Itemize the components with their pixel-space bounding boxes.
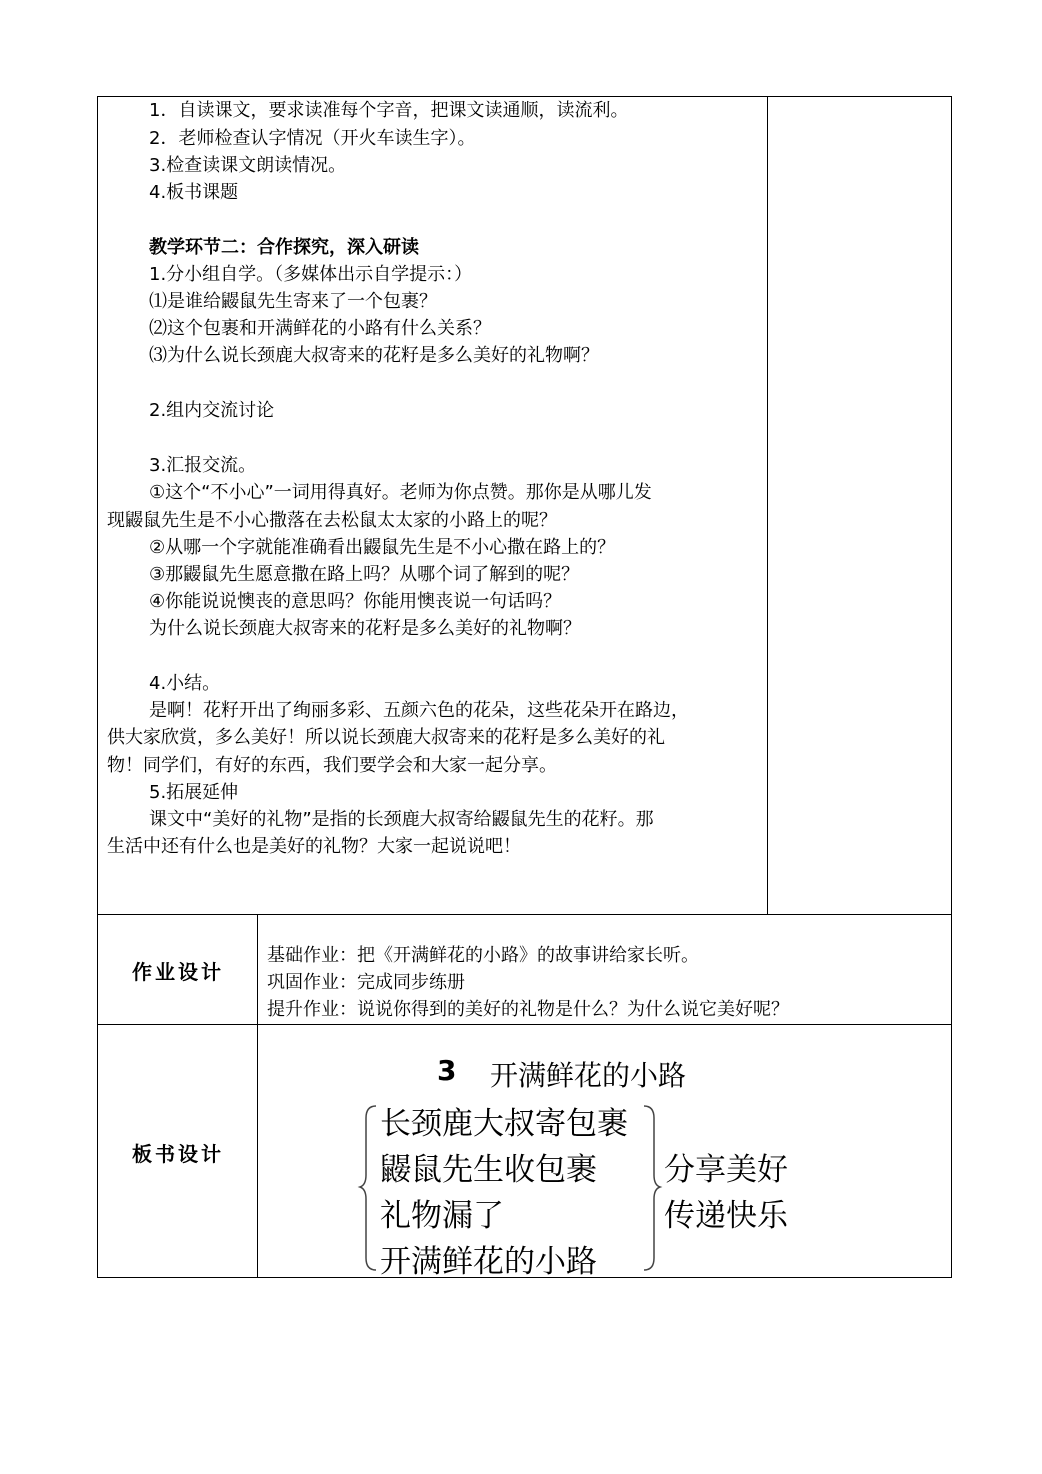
text-line: ⑴是谁给鼹鼠先生寄来了一个包裹？ <box>149 291 437 312</box>
board-left-item: 开满鲜花的小路 <box>380 1244 597 1280</box>
section-heading: 教学环节二：合作探究，深入研读 <box>149 237 419 258</box>
text-line: 供大家欣赏，多么美好！所以说长颈鹿大叔寄来的花籽是多么美好的礼 <box>107 727 665 748</box>
text-line: 生活中还有什么也是美好的礼物？大家一起说说吧！ <box>107 836 521 857</box>
text-line: 2.组内交流讨论 <box>149 400 275 421</box>
homework-line: 提升作业：说说你得到的美好的礼物是什么？为什么说它美好呢？ <box>267 999 789 1020</box>
text-line: 1.分小组自学。（多媒体出示自学提示：） <box>149 264 473 285</box>
text-line: ①这个“不小心”一词用得真好。老师为你点赞。那你是从哪儿发 <box>149 482 652 503</box>
text-line: ⑵这个包裹和开满鲜花的小路有什么关系？ <box>149 318 491 339</box>
text-line: ⑶为什么说长颈鹿大叔寄来的花籽是多么美好的礼物啊？ <box>149 345 599 366</box>
homework-line: 巩固作业：完成同步练册 <box>267 972 465 993</box>
board-right-item: 传递快乐 <box>664 1198 788 1234</box>
text-line: 2．老师检查认字情况（开火车读生字）。 <box>149 128 476 149</box>
board-left-item: 长颈鹿大叔寄包裹 <box>380 1106 628 1142</box>
board-left-item: 礼物漏了 <box>380 1198 504 1234</box>
text-line: ③那鼹鼠先生愿意撒在路上吗？从哪个词了解到的呢？ <box>149 564 580 585</box>
left-brace-icon <box>360 1106 376 1270</box>
board-label: 板书设计 <box>132 1142 224 1166</box>
text-line: 4.小结。 <box>149 673 221 694</box>
text-line: ④你能说说懊丧的意思吗？你能用懊丧说一句话吗？ <box>149 591 562 612</box>
homework-line: 基础作业：把《开满鲜花的小路》的故事讲给家长听。 <box>267 945 699 966</box>
board-title-number: 3 <box>437 1054 457 1087</box>
text-line: 3.检查读课文朗读情况。 <box>149 155 347 176</box>
text-line: 1．自读课文，要求读准每个字音，把课文读通顺，读流利。 <box>149 100 629 121</box>
right-brace-icon <box>644 1106 660 1270</box>
board-title-text: 开满鲜花的小路 <box>490 1059 687 1092</box>
text-line: 现鼹鼠先生是不小心撒落在去松鼠太太家的小路上的呢？ <box>107 510 557 531</box>
board-left-item: 鼹鼠先生收包裹 <box>380 1152 597 1188</box>
text-line: 是啊！花籽开出了绚丽多彩、五颜六色的花朵，这些花朵开在路边， <box>149 700 689 721</box>
text-line: 4.板书课题 <box>149 182 239 203</box>
text-line: ②从哪一个字就能准确看出鼹鼠先生是不小心撒在路上的？ <box>149 537 616 558</box>
text-line: 课文中“美好的礼物”是指的长颈鹿大叔寄给鼹鼠先生的花籽。那 <box>149 809 654 830</box>
homework-label: 作业设计 <box>132 960 224 984</box>
text-line: 3.汇报交流。 <box>149 455 257 476</box>
text-line: 5.拓展延伸 <box>149 782 239 803</box>
text-line: 为什么说长颈鹿大叔寄来的花籽是多么美好的礼物啊？ <box>149 618 581 639</box>
board-right-item: 分享美好 <box>664 1152 788 1188</box>
text-line: 物！同学们，有好的东西，我们要学会和大家一起分享。 <box>107 755 557 776</box>
